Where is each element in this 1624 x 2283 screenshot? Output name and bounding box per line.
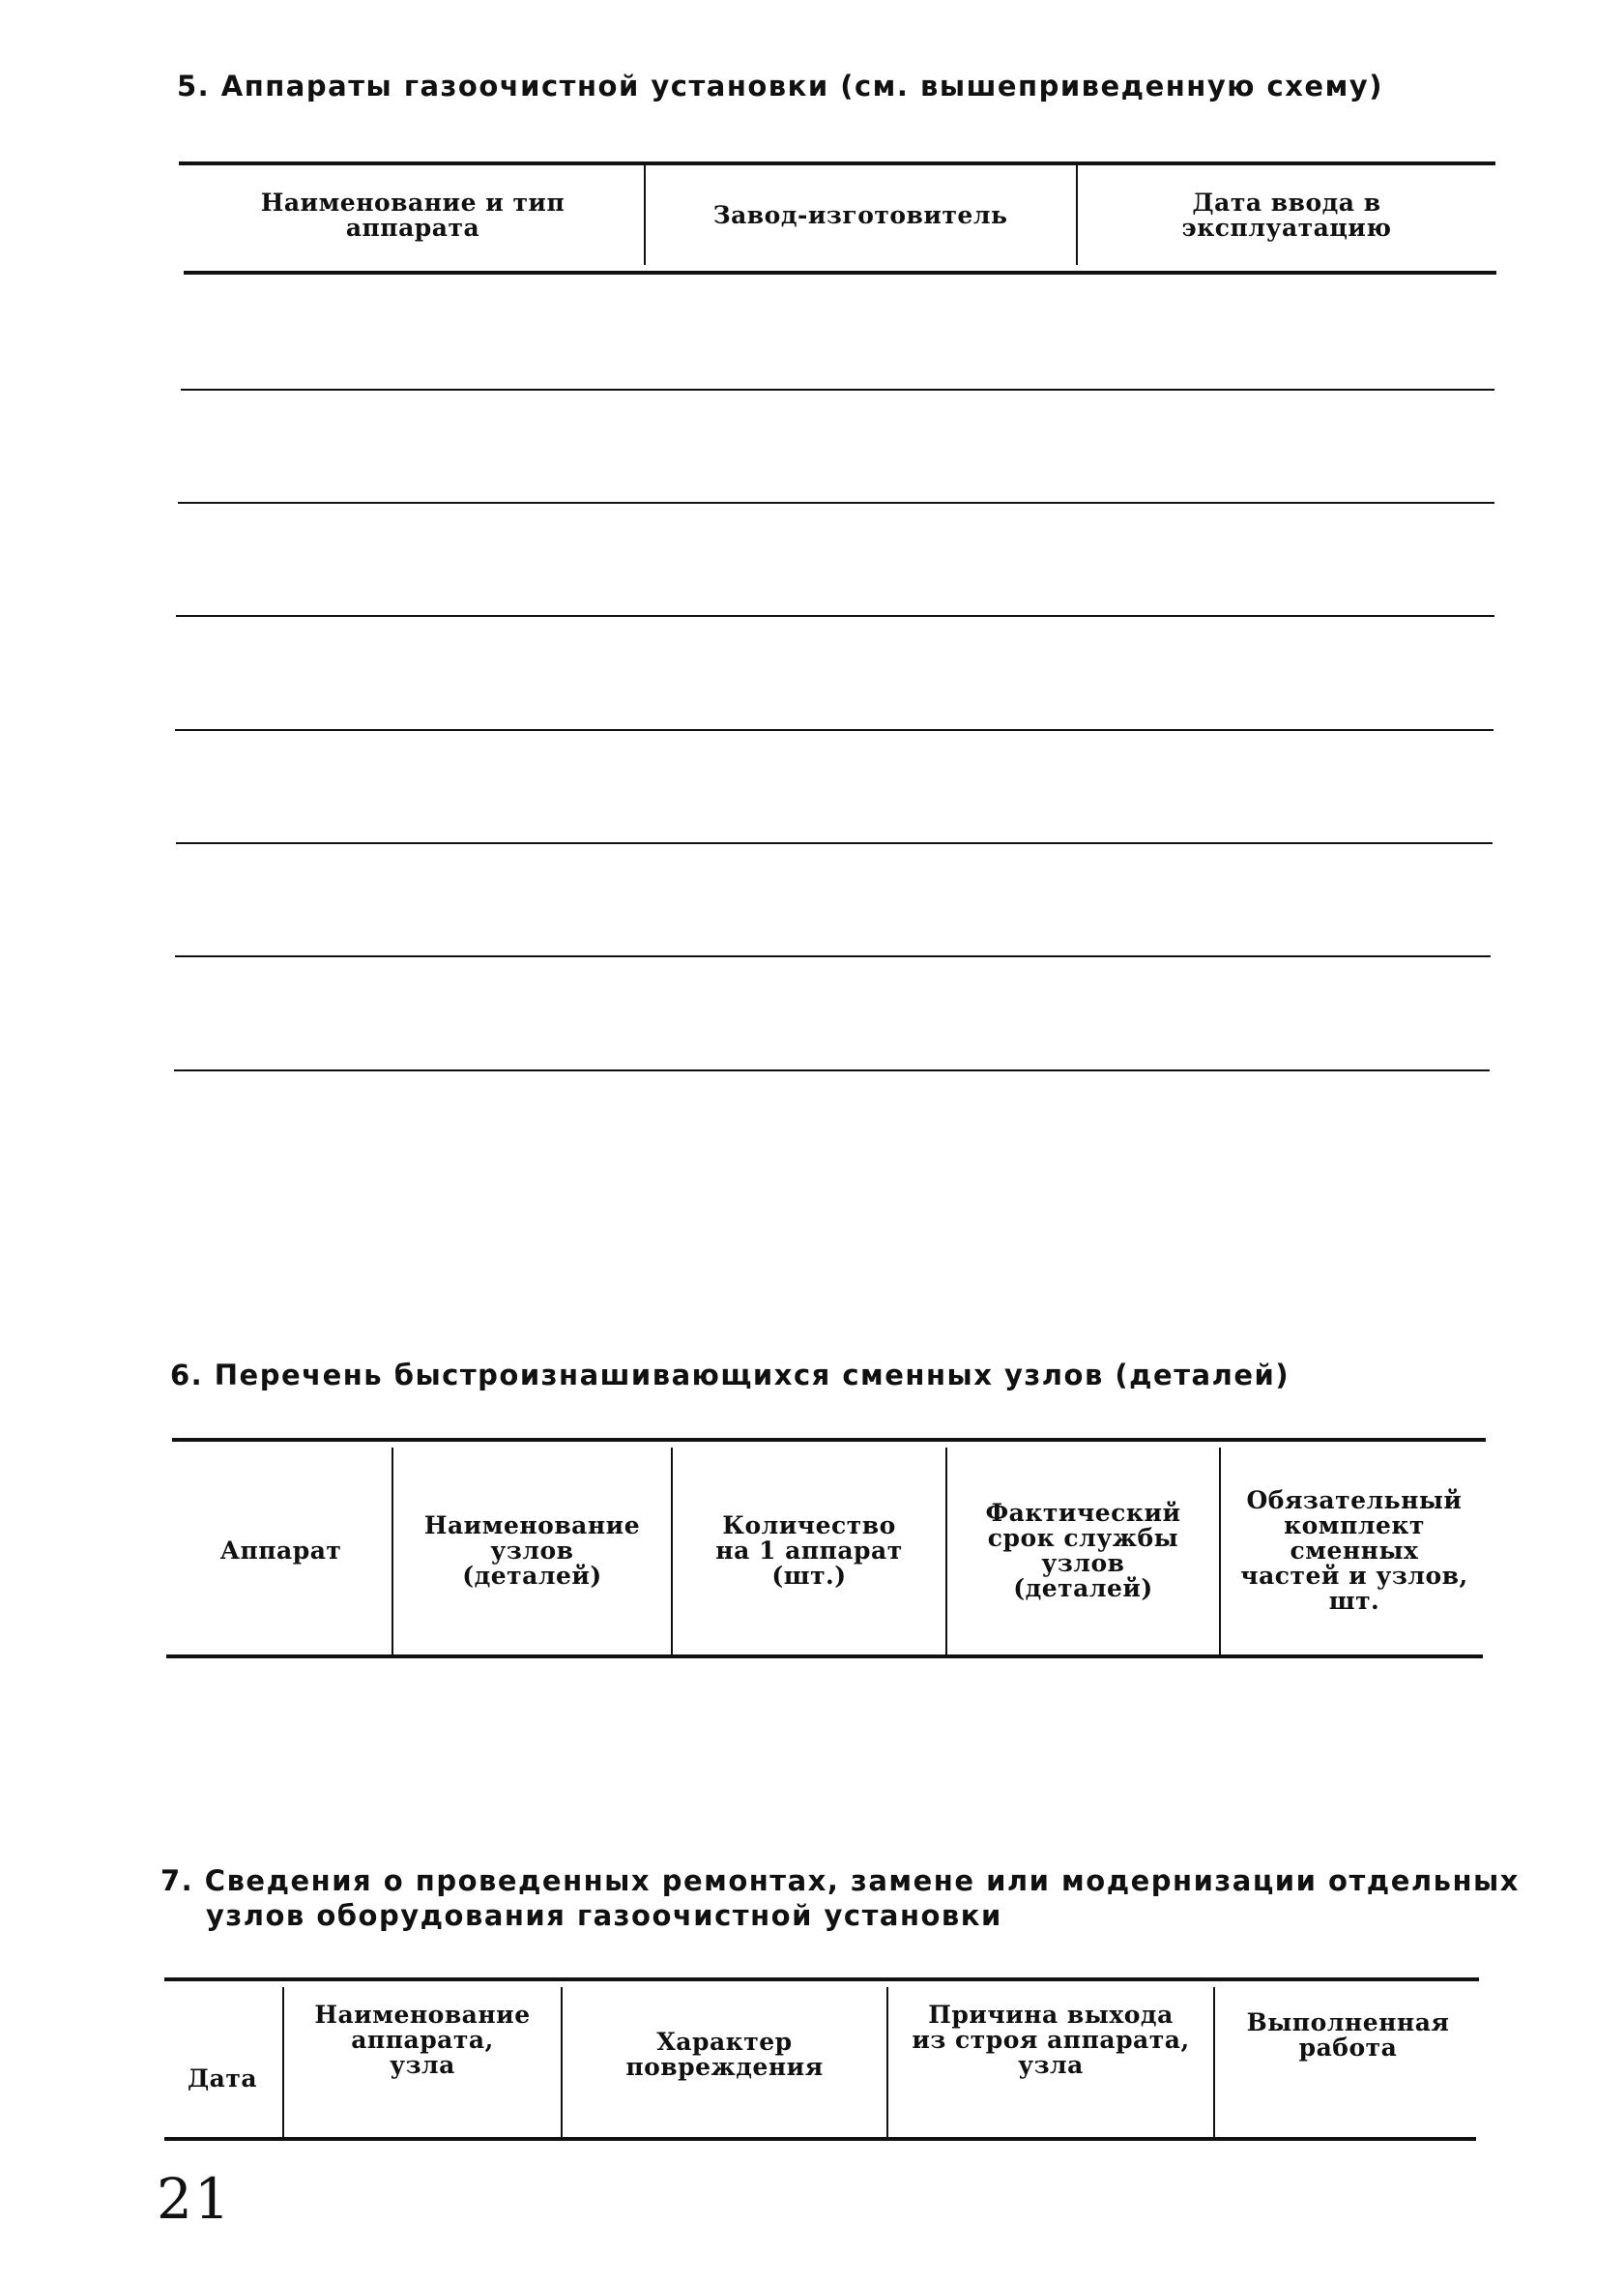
- column-divider: [1219, 1448, 1221, 1656]
- blank-row-line: [174, 1069, 1490, 1071]
- column-header-apparatus: Аппарат: [219, 1537, 342, 1565]
- section-6-title: 6. Перечень быстроизнашивающихся сменных узлов (деталей): [170, 1359, 1290, 1391]
- table-top-rule: [179, 161, 1495, 165]
- column-header-manufacturer: Завод-изготовитель: [712, 201, 1008, 229]
- column-divider: [671, 1448, 673, 1656]
- column-header-service-life: Фактический срок службы узлов (деталей): [985, 1499, 1181, 1602]
- column-header-apparatus-name: Наименование аппарата, узла: [314, 2001, 531, 2079]
- column-header-quantity: Количество на 1 аппарат (шт.): [715, 1511, 903, 1590]
- section-7-title-line-2: узлов оборудования газоочистной установки: [206, 1899, 1002, 1932]
- column-header-failure-cause: Причина выхода из строя аппарата, узла: [912, 2001, 1190, 2079]
- section-5-title: 5. Аппараты газоочистной установки (см. вышеприведенную схему): [177, 70, 1383, 102]
- column-divider: [1076, 165, 1078, 265]
- column-divider: [282, 1987, 284, 2140]
- column-divider: [886, 1987, 888, 2140]
- blank-row-line: [181, 389, 1494, 391]
- table-top-rule: [172, 1438, 1486, 1442]
- blank-row-line: [178, 502, 1494, 504]
- column-divider: [561, 1987, 563, 2140]
- header-bottom-rule: [166, 1654, 1483, 1658]
- page-number: 21: [157, 2166, 232, 2232]
- column-divider: [945, 1448, 947, 1656]
- column-header-commissioning-date: Дата ввода в эксплуатацию: [1181, 189, 1392, 242]
- column-header-spare-set: Обязательный комплект сменных частей и узлов, шт.: [1240, 1486, 1468, 1615]
- blank-row-line: [175, 955, 1491, 957]
- column-divider: [1213, 1987, 1215, 2140]
- section-7-title-line-1: 7. Сведения о проведенных ремонтах, замене или модернизации отдельных: [160, 1864, 1520, 1897]
- header-bottom-rule: [184, 271, 1496, 275]
- column-divider: [644, 165, 646, 265]
- column-header-date: Дата: [187, 2064, 258, 2093]
- table-top-rule: [164, 1977, 1479, 1981]
- column-divider: [392, 1448, 393, 1656]
- column-header-damage-type: Характер повреждения: [625, 2028, 824, 2081]
- header-bottom-rule: [164, 2137, 1476, 2141]
- column-header-units-name: Наименование узлов (деталей): [423, 1511, 641, 1590]
- column-header-name-type: Наименование и тип аппарата: [260, 189, 566, 242]
- blank-row-line: [176, 842, 1493, 844]
- column-header-work-done: Выполненная работа: [1246, 2008, 1450, 2062]
- blank-row-line: [175, 729, 1494, 731]
- blank-row-line: [176, 615, 1494, 617]
